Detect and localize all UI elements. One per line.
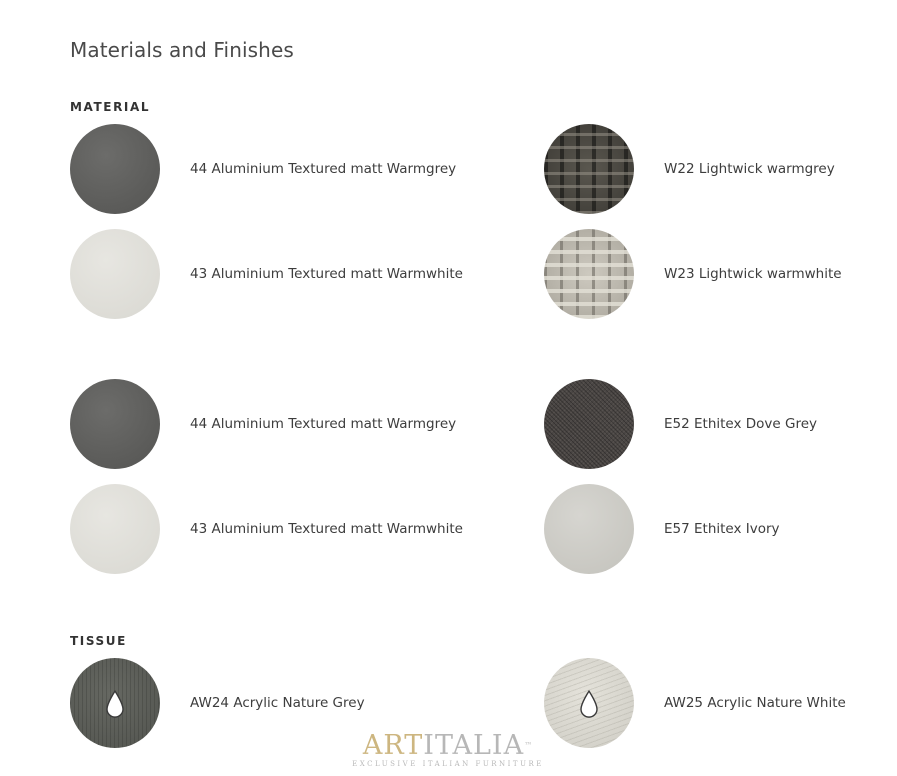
logo-wordmark (348, 732, 548, 759)
water-drop-icon (579, 690, 599, 718)
swatch-aluminium-warmwhite[interactable] (70, 229, 160, 319)
material-option[interactable] (544, 124, 835, 214)
swatch-label: E57 Ethitex Ivory (664, 521, 780, 537)
material-option[interactable] (544, 229, 842, 319)
material-option[interactable] (70, 484, 463, 574)
swatch-label: AW25 Acrylic Nature White (664, 695, 846, 711)
material-option[interactable] (544, 484, 780, 574)
page-title: Materials and Finishes (70, 38, 294, 62)
swatch-ethitex-dove-grey[interactable] (544, 379, 634, 469)
material-option[interactable] (544, 379, 817, 469)
swatch-aluminium-warmwhite[interactable] (70, 484, 160, 574)
swatch-label: 44 Aluminium Textured matt Warmgrey (190, 161, 457, 177)
swatch-label: 44 Aluminium Textured matt Warmgrey (190, 416, 457, 432)
swatch-aluminium-warmgrey[interactable] (70, 124, 160, 214)
swatch-lightwick-warmwhite[interactable] (544, 229, 634, 319)
swatch-acrylic-nature-grey[interactable] (70, 658, 160, 748)
section-label-material: MATERIAL (70, 100, 151, 114)
swatch-label: 43 Aluminium Textured matt Warmwhite (190, 521, 463, 537)
swatch-label: W23 Lightwick warmwhite (664, 266, 842, 282)
logo-tagline: EXCLUSIVE ITALIAN FURNITURE (352, 760, 544, 768)
swatch-ethitex-ivory[interactable] (544, 484, 634, 574)
logo-trademark: ™ (524, 741, 534, 750)
logo-italia: ITALIA (423, 730, 525, 761)
tissue-option[interactable] (544, 658, 846, 748)
swatch-label: 43 Aluminium Textured matt Warmwhite (190, 266, 463, 282)
swatch-acrylic-nature-white[interactable] (544, 658, 634, 748)
tissue-option[interactable] (70, 658, 365, 748)
section-label-tissue: TISSUE (70, 634, 127, 648)
swatch-aluminium-warmgrey[interactable] (70, 379, 160, 469)
swatch-label: AW24 Acrylic Nature Grey (190, 695, 365, 711)
swatch-label: W22 Lightwick warmgrey (664, 161, 835, 177)
water-drop-icon (105, 690, 125, 718)
swatch-label: E52 Ethitex Dove Grey (664, 416, 818, 432)
logo-art: ART (362, 730, 424, 761)
material-option[interactable] (70, 124, 456, 214)
artitalia-logo (348, 732, 548, 768)
material-option[interactable] (70, 379, 456, 469)
material-option[interactable] (70, 229, 463, 319)
swatch-lightwick-warmgrey[interactable] (544, 124, 634, 214)
